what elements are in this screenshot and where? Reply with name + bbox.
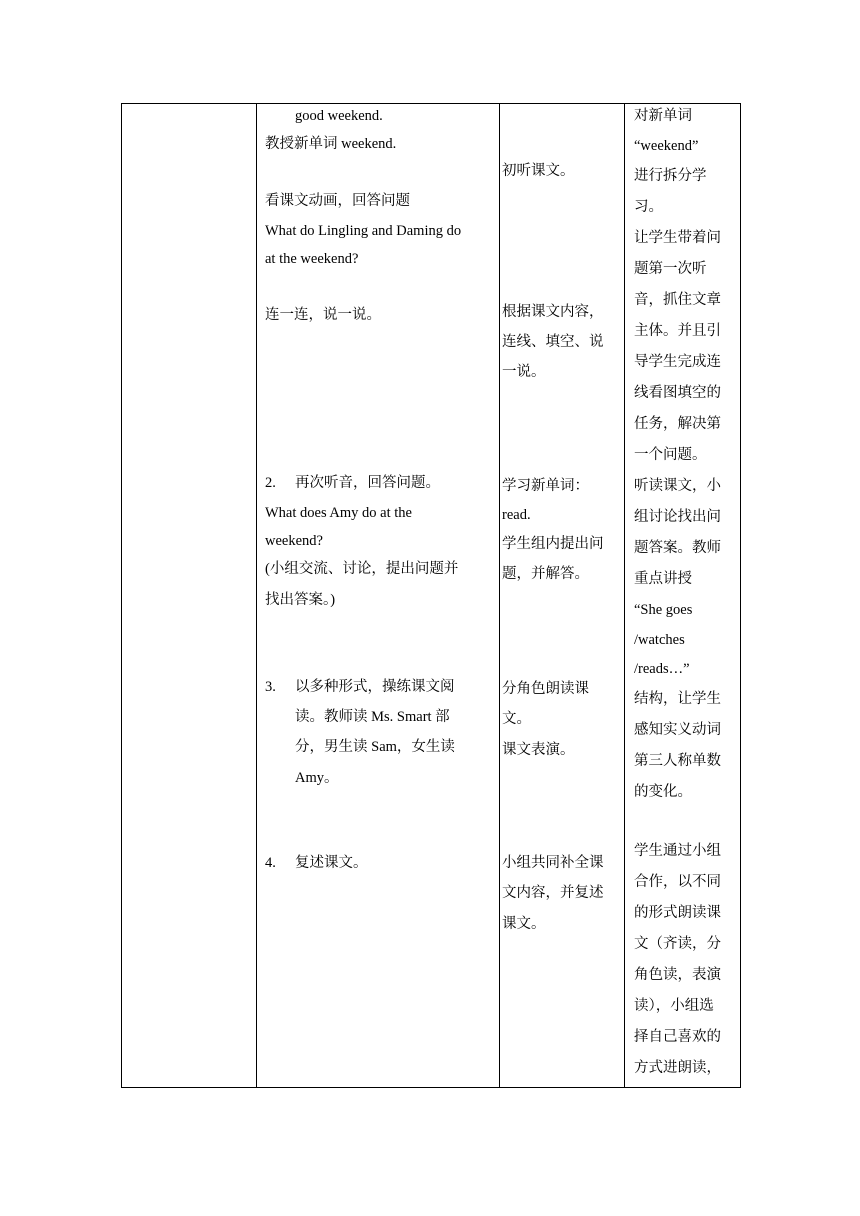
text-line: 任务，解决第 (634, 416, 721, 432)
text-line: 题第一次听 (634, 261, 707, 277)
text-line: 初听课文。 (502, 163, 575, 179)
text-line: 结构，让学生 (634, 691, 721, 707)
text-line: 的形式朗读课 (634, 905, 721, 921)
lesson-plan-table (121, 103, 741, 1088)
text-line: 分角色朗读课 (502, 681, 589, 697)
text-line: 进行拆分学 (634, 168, 707, 184)
text-line: good weekend. (295, 108, 383, 124)
text-line: 听读课文，小 (634, 478, 721, 494)
text-line: What do Lingling and Daming do (265, 223, 462, 239)
text-line: 学习新单词： (502, 478, 589, 494)
text-line: 看课文动画，回答问题 (265, 193, 410, 209)
text-line: 导学生完成连 (634, 354, 721, 370)
list-number: 3. (265, 679, 276, 695)
text-line: 分，男生读 Sam，女生读 (295, 739, 455, 755)
text-line: 小组共同补全课 (502, 855, 604, 871)
text-line: at the weekend? (265, 251, 359, 267)
student-activity-cell (500, 104, 625, 1088)
text-line: 以多种形式，操练课文阅 (295, 679, 455, 695)
text-line: weekend? (265, 533, 323, 549)
text-line: 再次听音，回答问题。 (295, 475, 440, 491)
text-line: 课文。 (502, 916, 546, 932)
text-line: /reads…” (634, 661, 690, 677)
text-line: 连一连，说一说。 (265, 307, 381, 323)
text-line: 组讨论找出问 (634, 509, 721, 525)
text-line: 主体。并且引 (634, 323, 721, 339)
text-line: 线看图填空的 (634, 385, 721, 401)
stage-cell (122, 104, 257, 1088)
text-line: What does Amy do at the (265, 505, 412, 521)
text-line: 让学生带着问 (634, 230, 721, 246)
list-number: 2. (265, 475, 276, 491)
text-line: 感知实义动词 (634, 722, 721, 738)
teacher-activity-cell (257, 104, 500, 1088)
text-line: 角色读，表演 (634, 967, 721, 983)
text-line: “She goes (634, 602, 693, 618)
text-line: 找出答案。) (265, 592, 336, 608)
text-line: 教授新单词 weekend. (265, 136, 397, 152)
text-line: 对新单词 (634, 108, 692, 124)
text-line: 读。教师读 Ms. Smart 部 (295, 709, 450, 725)
text-line: 复述课文。 (295, 855, 368, 871)
text-line: 课文表演。 (502, 742, 575, 758)
text-line: 方式进朗读， (634, 1060, 721, 1076)
text-line: 习。 (634, 199, 663, 215)
text-line: 音，抓住文章 (634, 292, 721, 308)
text-line: (小组交流、讨论，提出问题并 (265, 561, 459, 577)
text-line: 连线、填空、说 (502, 334, 604, 350)
text-line: 合作，以不同 (634, 874, 721, 890)
text-line: 读），小组选 (634, 998, 714, 1014)
text-line: 文（齐读，分 (634, 936, 721, 952)
text-line: 第三人称单数 (634, 753, 721, 769)
text-line: “weekend” (634, 138, 699, 154)
design-intent-cell (625, 104, 741, 1088)
text-line: 一说。 (502, 364, 546, 380)
text-line: 题答案。教师 (634, 540, 721, 556)
text-line: 一个问题。 (634, 447, 707, 463)
text-line: 择自己喜欢的 (634, 1029, 721, 1045)
text-line: 题，并解答。 (502, 566, 589, 582)
text-line: 根据课文内容， (502, 304, 604, 320)
text-line: 文。 (502, 711, 531, 727)
text-line: 的变化。 (634, 784, 692, 800)
table-row (122, 104, 741, 1088)
text-line: 学生组内提出问 (502, 536, 604, 552)
text-line: 文内容，并复述 (502, 885, 604, 901)
text-line: Amy。 (295, 770, 339, 786)
text-line: /watches (634, 632, 685, 648)
text-line: read. (502, 507, 531, 523)
text-line: 重点讲授 (634, 571, 692, 587)
list-number: 4. (265, 855, 276, 871)
text-line: 学生通过小组 (634, 843, 721, 859)
